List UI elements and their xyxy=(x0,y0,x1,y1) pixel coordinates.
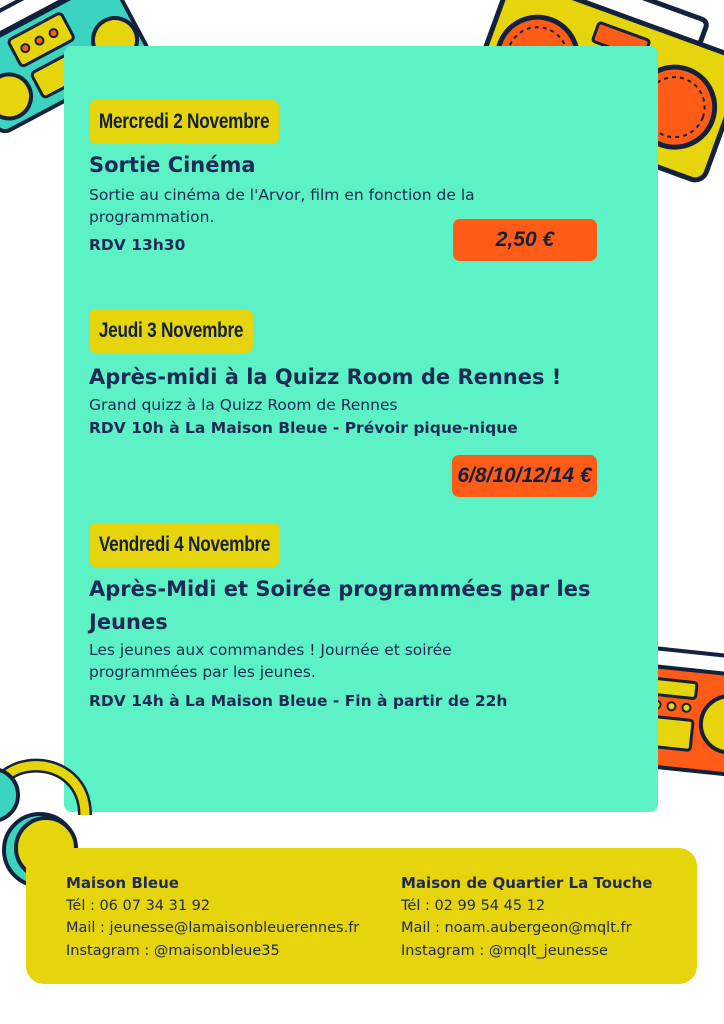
event-title: Après-midi à la Quizz Room de Rennes ! xyxy=(89,365,562,389)
event-description: Les jeunes aux commandes ! Journée et soirée programmées par les jeunes. xyxy=(89,641,452,681)
event-price-badge: 6/8/10/12/14 € xyxy=(452,455,597,497)
contact-mail: Mail : noam.aubergeon@mqlt.fr xyxy=(401,920,632,936)
contact-maison-bleue xyxy=(66,872,359,962)
event-title: Sortie Cinéma xyxy=(89,153,256,177)
event-rdv: RDV 13h30 xyxy=(89,236,186,254)
contacts-footer xyxy=(26,848,697,984)
event-date-tag: Vendredi 4 Novembre xyxy=(89,523,280,567)
event-description: Grand quizz à la Quizz Room de Rennes xyxy=(89,396,398,414)
contact-name: Maison de Quartier La Touche xyxy=(401,874,653,892)
event-rdv: RDV 14h à La Maison Bleue - Fin à partir de 22h xyxy=(89,692,508,710)
event-date-tag: Jeudi 3 Novembre xyxy=(89,309,253,353)
event-price-badge: 2,50 € xyxy=(453,219,597,261)
contact-instagram: Instagram : @mqlt_jeunesse xyxy=(401,942,608,959)
event-rdv: RDV 10h à La Maison Bleue - Prévoir pique-nique xyxy=(89,419,518,437)
contact-phone: Tél : 02 99 54 45 12 xyxy=(401,897,546,914)
event-description: Sortie au cinéma de l'Arvor, film en fonction de la programmation. xyxy=(89,186,475,226)
event-title: Après-Midi et Soirée programmées par les Jeunes xyxy=(89,577,591,634)
contact-mail: Mail : jeunesse@lamaisonbleuerennes.fr xyxy=(66,920,360,936)
event-date-tag: Mercredi 2 Novembre xyxy=(89,100,279,144)
contact-maison-quartier xyxy=(401,872,652,962)
contact-name: Maison Bleue xyxy=(66,874,179,892)
contact-instagram: Instagram : @maisonbleue35 xyxy=(66,942,280,959)
contact-phone: Tél : 06 07 34 31 92 xyxy=(66,897,211,914)
